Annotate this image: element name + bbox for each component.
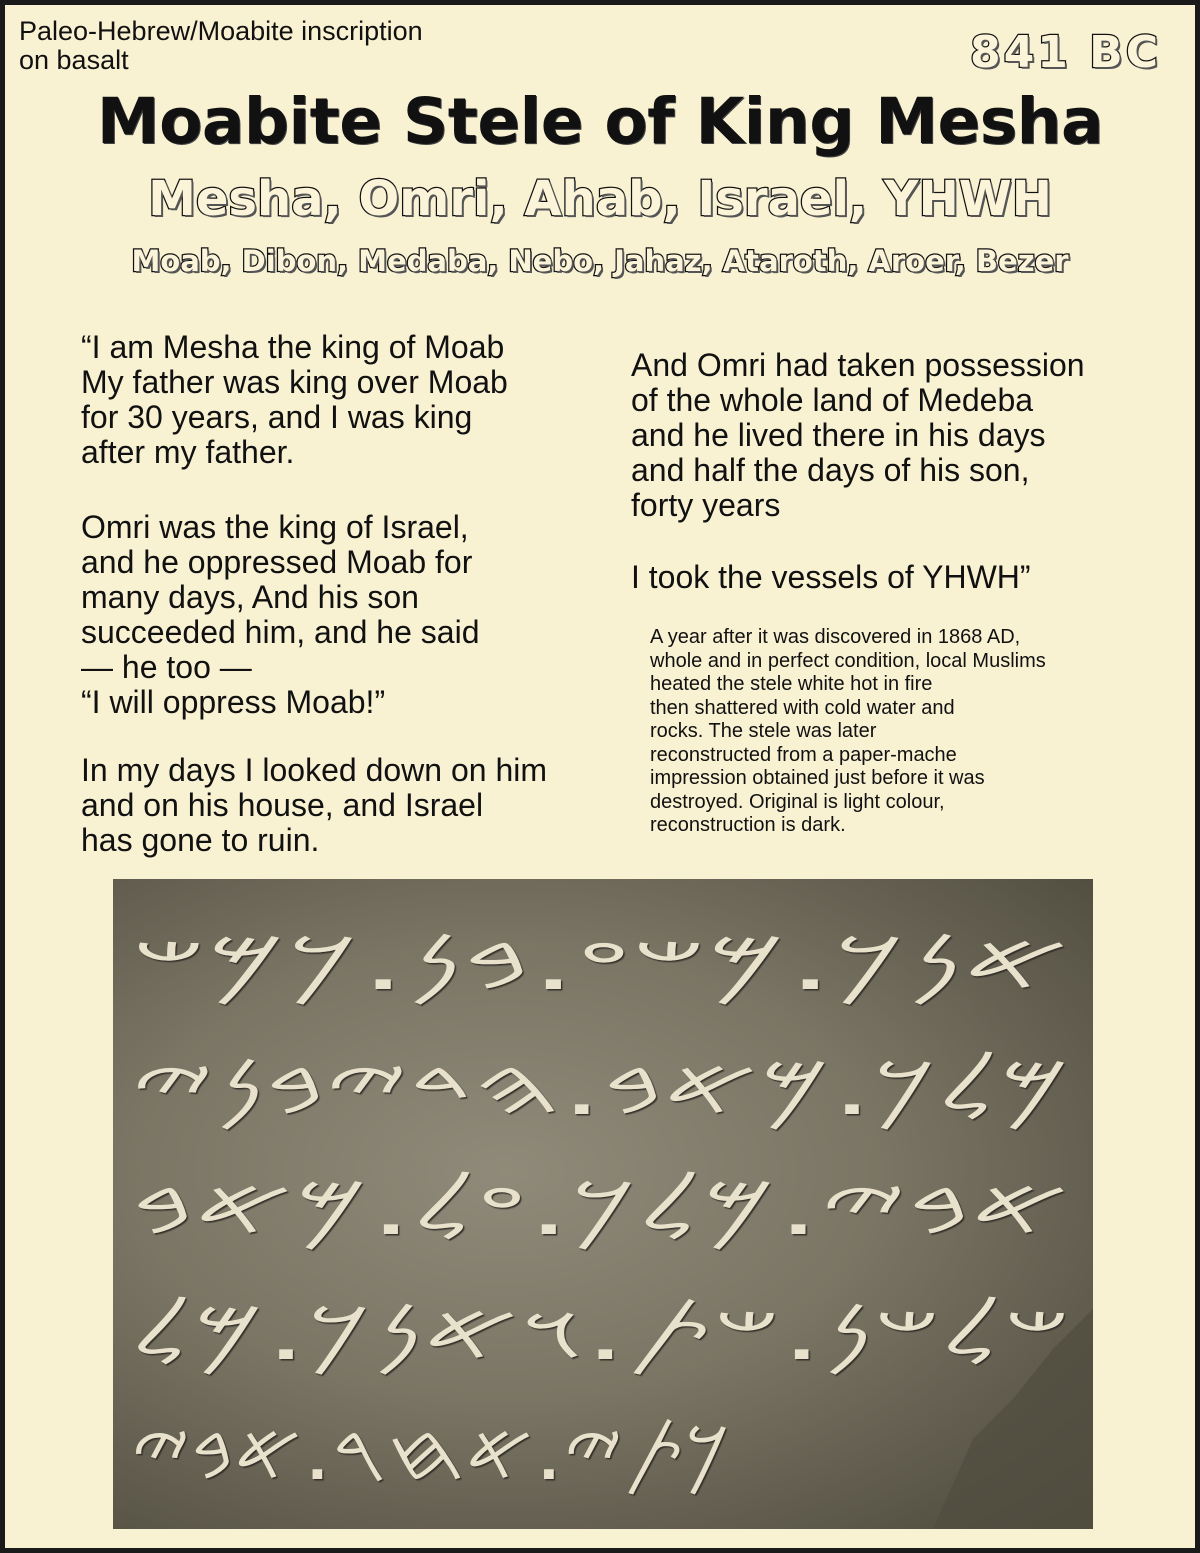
material-caption: Paleo-Hebrew/Moabite inscription on basalt xyxy=(19,16,423,75)
places-subtitle: Moab, Dibon, Medaba, Nebo, Jahaz, Ataroth, Aroer, Bezer xyxy=(131,244,1069,278)
inscription-line: 𐤌𐤋𐤊.𐤌𐤀𐤁.𐤄𐤃𐤉𐤁𐤍𐤉 xyxy=(131,1043,1071,1133)
quote-paragraph-3: In my days I looked down on him and on his house, and Israel has gone to ruin. xyxy=(81,752,548,858)
quote-paragraph-2: Omri was the king of Israel, and he oppressed Moab for many days, And his son succeeded him, and he said — he too — “I will oppress Moab!” xyxy=(81,509,480,720)
stele-inscription-image xyxy=(113,879,1093,1529)
names-subtitle: Mesha, Omri, Ahab, Israel, YHWH xyxy=(148,171,1052,227)
inscription-line: 𐤀𐤁𐤉.𐤌𐤋𐤊.𐤏𐤋.𐤌𐤀𐤁 xyxy=(131,1163,1071,1253)
inscription-line: 𐤀𐤍𐤊.𐤌𐤔𐤏.𐤁𐤍.𐤊𐤌𐤔 xyxy=(131,918,1071,1008)
history-note: A year after it was discovered in 1868 AD, whole and in perfect condition, local Muslims heated the stele white hot in fire then shattered with cold water and rocks. The stele was later reconstructed from a paper-mache impression obtained just before it was destroyed. Original is light colour, reconstruction is dark. xyxy=(650,626,1046,836)
quote-paragraph-1: “I am Mesha the king of Moab My father was king over Moab for 30 years, and I was king after my father. xyxy=(81,329,508,470)
date-label: 841 BC xyxy=(970,27,1161,78)
inscription-line: 𐤊𐤕𐤉.𐤀𐤇𐤓.𐤀𐤁𐤉 xyxy=(131,1408,731,1498)
page-title: Moabite Stele of King Mesha xyxy=(96,85,1104,158)
quote-paragraph-4: And Omri had taken possession of the whole land of Medeba and he lived there in his days and half the days of his son, forty years xyxy=(631,347,1085,523)
quote-paragraph-5: I took the vessels of YHWH” xyxy=(631,559,1031,595)
stele-photo xyxy=(113,879,1093,1529)
inscription-line: 𐤔𐤋𐤔𐤍.𐤔𐤕.𐤅𐤀𐤍𐤊.𐤌𐤋 xyxy=(131,1288,1071,1378)
